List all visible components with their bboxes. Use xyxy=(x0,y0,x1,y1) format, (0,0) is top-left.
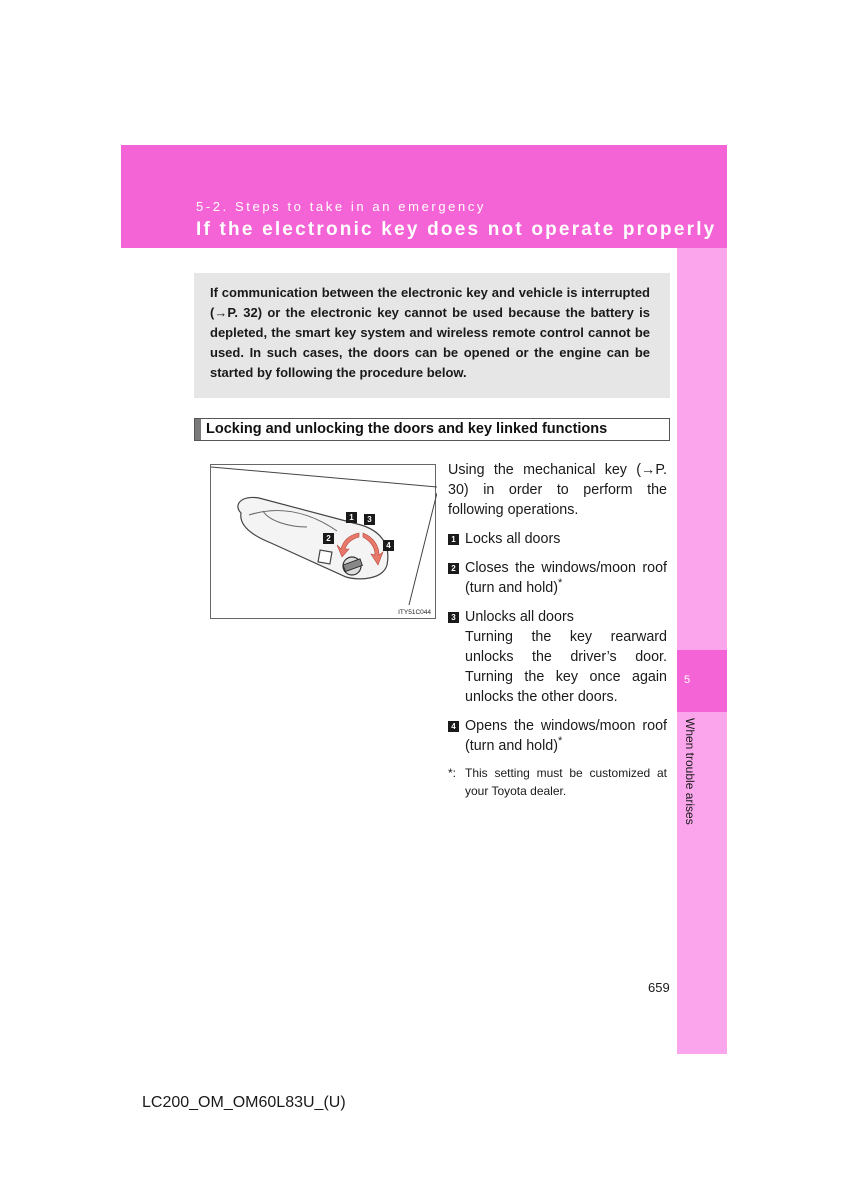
lead-paragraph: Using the mechanical key (→P. 30) in order to perform the following operations. xyxy=(448,462,667,518)
door-handle-illustration xyxy=(210,464,436,619)
page-number: 659 xyxy=(648,980,670,995)
item-text: Unlocks all doors xyxy=(465,609,574,625)
item-text: Locks all doors xyxy=(465,531,561,547)
chapter-number: 5 xyxy=(683,674,691,686)
item-text: Opens the windows/moon roof (turn and hold) xyxy=(465,718,667,754)
instructions xyxy=(448,460,667,800)
item-detail: Turning the key rearward unlocks the driver’s door. Turning the key once again unlocks the other doors. xyxy=(465,629,667,705)
item-star: * xyxy=(558,735,563,748)
item-number: 3 xyxy=(448,612,459,623)
list-item xyxy=(448,529,667,549)
footnote xyxy=(448,764,667,800)
item-number: 1 xyxy=(448,534,459,545)
item-text: Closes the windows/moon roof (turn and hold) xyxy=(465,560,667,596)
document-code: LC200_OM_OM60L83U_(U) xyxy=(142,1094,346,1111)
page-title: If the electronic key does not operate properly xyxy=(196,219,717,240)
list-item xyxy=(448,558,667,598)
heading-bar xyxy=(195,419,201,440)
callout-1: 1 xyxy=(346,512,357,523)
chapter-tab-label: When trouble arises xyxy=(683,718,697,825)
item-star: * xyxy=(558,577,563,590)
item-number: 2 xyxy=(448,563,459,574)
footnote-mark: *: xyxy=(448,766,457,780)
callout-4: 4 xyxy=(383,540,394,551)
figure-code: ITY51C044 xyxy=(398,609,431,616)
chapter-side-tab xyxy=(677,248,727,1054)
list-item xyxy=(448,607,667,707)
intro-text: If communication between the electronic key and vehicle is interrupted (→P. 32) or the electronic key cannot be used because the battery is depleted, the smart key system and wireless remote control cannot be used. In such cases, the doors can be opened or the engine can be started by following the procedure below. xyxy=(210,285,650,380)
list-item xyxy=(448,716,667,756)
callout-3: 3 xyxy=(364,514,375,525)
subsection-heading-label: Locking and unlocking the doors and key linked functions xyxy=(206,421,608,437)
intro-box xyxy=(194,273,670,398)
subsection-heading xyxy=(194,418,670,441)
item-number: 4 xyxy=(448,721,459,732)
callout-2: 2 xyxy=(323,533,334,544)
footnote-text: This setting must be customized at your Toyota dealer. xyxy=(465,766,667,798)
section-label: 5-2. Steps to take in an emergency xyxy=(196,199,487,214)
chapter-header xyxy=(121,145,727,248)
